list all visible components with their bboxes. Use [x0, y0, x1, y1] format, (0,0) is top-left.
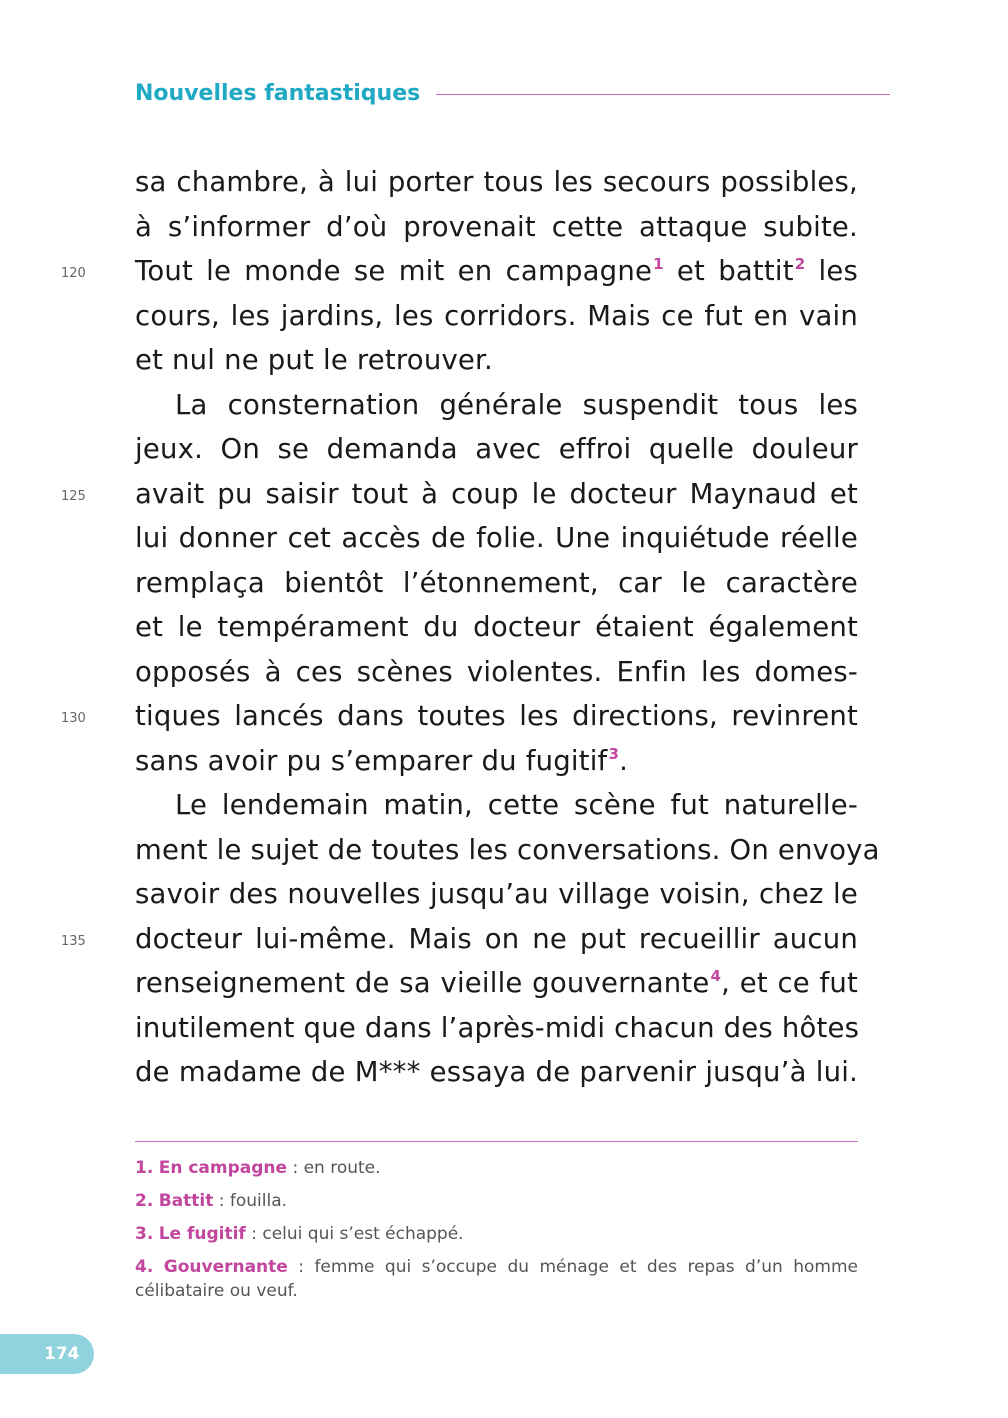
footnote-ref-4: 4	[710, 967, 722, 985]
text-line	[135, 205, 858, 250]
line-text: jeux. On se demanda avec effroi quelle douleur	[135, 433, 858, 465]
text-line	[135, 1006, 858, 1051]
footnote-number: 3.	[135, 1224, 154, 1244]
header-title: Nouvelles fantastiques	[135, 80, 421, 106]
footnote-definition: : celui qui s’est échappé.	[245, 1224, 464, 1244]
line-text: tiques lancés dans toutes les directions, revinrent	[135, 700, 858, 732]
line-text: docteur lui-même. Mais on ne put recueillir aucun	[135, 922, 858, 955]
line-text: et le tempérament du docteur étaient également	[135, 611, 858, 643]
line-text: les	[805, 255, 858, 287]
text-line	[135, 739, 858, 784]
line-text: .	[619, 744, 629, 777]
footnote-definition: : fouilla.	[213, 1191, 288, 1211]
text-line	[135, 561, 858, 606]
footnote-number: 1.	[135, 1158, 154, 1178]
line-text: Tout le monde se mit en campagne	[135, 255, 653, 287]
text-line	[135, 961, 858, 1006]
text-line	[61, 917, 858, 962]
line-number: 120	[61, 266, 86, 281]
footnote-term: Battit	[158, 1191, 214, 1211]
line-text: ment le sujet de toutes les conversations. On envoya	[135, 833, 880, 866]
text-line	[135, 383, 858, 428]
text-line	[61, 472, 858, 517]
text-line	[135, 872, 858, 917]
line-text: remplaça bientôt l’étonnement, car le caractère	[135, 566, 858, 599]
footnote-4	[135, 1255, 858, 1303]
line-number: 125	[61, 488, 86, 504]
footnote-ref-2: 2	[794, 255, 806, 273]
line-text: à s’informer d’où provenait cette attaque subite.	[135, 210, 858, 243]
line-text: Le lendemain matin, cette scène fut naturelle-	[175, 789, 858, 821]
footnote-term: En campagne	[158, 1158, 288, 1178]
line-text: lui donner cet accès de folie. Une inquiétude réelle	[135, 522, 858, 554]
line-text: , et ce fut	[721, 967, 858, 999]
running-header	[135, 78, 890, 108]
text-line	[135, 338, 858, 383]
footnotes-rule	[135, 1141, 858, 1142]
footnote-term: Gouvernante	[163, 1257, 288, 1277]
header-rule	[436, 94, 890, 95]
line-text: renseignement de sa vieille gouvernante	[135, 967, 710, 999]
footnote-3	[135, 1222, 858, 1246]
text-line	[135, 160, 858, 205]
body-text	[61, 160, 880, 1095]
line-text: et battit	[663, 255, 794, 287]
footnote-ref-1: 1	[653, 255, 664, 273]
text-line	[135, 1050, 858, 1095]
line-text: de madame de M*** essaya de parvenir jusqu’à lui.	[135, 1056, 858, 1088]
footnote-ref-3: 3	[608, 744, 620, 763]
footnote-number: 4.	[135, 1257, 154, 1277]
footnote-2	[135, 1189, 858, 1213]
footnote-number: 2.	[135, 1191, 154, 1211]
line-number: 130	[61, 711, 86, 726]
footnote-term: Le fugitif	[158, 1224, 246, 1244]
text-line	[61, 694, 858, 739]
line-text: savoir des nouvelles jusqu’au village voisin, chez le	[135, 878, 858, 910]
line-text: inutilement que dans l’après-midi chacun des hôtes	[135, 1011, 860, 1044]
line-text: opposés à ces scènes violentes. Enfin les domes-	[135, 655, 858, 688]
line-text: et nul ne put le retrouver.	[135, 344, 493, 376]
line-text: La consternation générale suspendit tous les	[175, 388, 858, 421]
footnotes	[135, 1156, 858, 1312]
line-number: 135	[61, 933, 86, 949]
text-line	[135, 783, 858, 828]
text-line	[135, 828, 880, 873]
line-text: cours, les jardins, les corridors. Mais ce fut en vain	[135, 299, 858, 332]
page-number-tab	[0, 1334, 94, 1374]
text-line	[61, 249, 858, 294]
text-line	[135, 650, 858, 695]
footnote-1	[135, 1156, 858, 1180]
text-line	[135, 605, 858, 650]
footnote-definition: : en route.	[287, 1158, 381, 1178]
line-text: sa chambre, à lui porter tous les secours possibles,	[135, 166, 858, 198]
footnote-definition: : femme qui s’occupe du ménage et des repas d’un homme célibataire ou veuf.	[135, 1257, 858, 1301]
line-text: avait pu saisir tout à coup le docteur Maynaud et	[135, 477, 858, 510]
line-text: sans avoir pu s’emparer du fugitif	[135, 744, 608, 777]
text-line	[135, 516, 858, 561]
page-number: 174	[44, 1344, 80, 1364]
text-line	[135, 294, 858, 339]
text-line	[135, 427, 858, 472]
